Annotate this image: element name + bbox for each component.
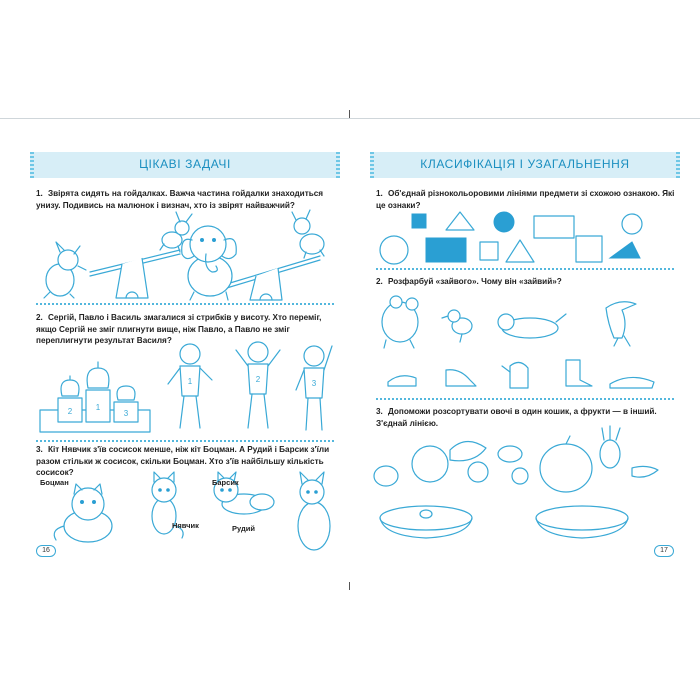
small-outline-triangle xyxy=(446,212,474,230)
shapes-illustration xyxy=(370,212,680,262)
left-page xyxy=(30,140,340,570)
boy-pavlo xyxy=(236,342,280,428)
task-text: Розфарбуй «зайвого». Чому він «зайвий»? xyxy=(388,277,562,286)
small-outline-square xyxy=(480,242,498,260)
task-text: Кіт Нявчик з'їв сосисок менше, ніж кіт Боцман. А Рудий і Барсик з'їли разом стільки ж сосисок, скільки Боцман. Хто з'їв найбільшу кількість сосисок? xyxy=(36,445,330,477)
left-task-1 xyxy=(36,188,336,211)
right-task-2 xyxy=(376,276,676,288)
seesaw-illustration xyxy=(30,210,340,300)
left-basket xyxy=(380,506,472,538)
left-header-bar xyxy=(30,152,340,178)
apple-figure xyxy=(468,462,488,482)
crocodile-figure xyxy=(606,302,636,346)
task-number: 3. xyxy=(36,445,43,454)
page-number-right: 17 xyxy=(654,545,674,557)
cat-label-botsman: Боцман xyxy=(40,478,69,487)
fruits-vegetables-illustration xyxy=(370,424,680,544)
bird-figure xyxy=(442,310,472,342)
task-text: Об'єднай різнокольоровими лініями предмети зі схожою ознакою. Які це ознаки? xyxy=(376,189,675,210)
task-number: 2. xyxy=(36,313,43,322)
cat-rudyi xyxy=(298,472,330,550)
task-number: 3. xyxy=(376,407,383,416)
left-header-title: ЦІКАВІ ЗАДАЧІ xyxy=(139,157,231,171)
cat-label-rudyi: Рудий xyxy=(232,524,255,533)
potato-figure xyxy=(498,446,522,462)
task-number: 1. xyxy=(376,189,383,198)
cat-label-barsyk: Барсик xyxy=(212,478,239,487)
right-task-1 xyxy=(376,188,676,211)
podium-illustration xyxy=(30,340,340,440)
task-number: 2. xyxy=(376,277,383,286)
filled-triangle xyxy=(610,242,640,258)
filled-circle xyxy=(494,212,514,232)
small-filled-square xyxy=(412,214,426,228)
right-seesaw xyxy=(220,256,320,300)
page-number-left: 16 xyxy=(36,545,56,557)
puppy-figure xyxy=(160,212,192,252)
gutter-mark-bottom xyxy=(349,582,350,590)
shirt-number-2: 2 xyxy=(255,375,261,384)
podium-number-1: 1 xyxy=(95,403,101,412)
large-outline-square xyxy=(576,236,602,262)
podium-number-2: 2 xyxy=(67,407,73,416)
podium-number-3: 3 xyxy=(123,409,129,418)
lettuce-figure xyxy=(412,446,448,482)
cats-illustration xyxy=(30,470,340,560)
rubber-boot-figure xyxy=(566,360,592,386)
elephant-figure xyxy=(182,226,237,300)
outline-rectangle xyxy=(534,216,574,238)
left-divider-2 xyxy=(36,440,334,442)
cat-label-niavchyk: Нявчик xyxy=(172,521,199,530)
right-header-title: КЛАСИФІКАЦІЯ І УЗАГАЛЬНЕННЯ xyxy=(420,157,630,171)
left-divider-1 xyxy=(36,303,334,305)
sneaker-figure xyxy=(446,370,476,386)
shirt-number-3: 3 xyxy=(311,379,317,388)
right-basket xyxy=(536,506,628,538)
bear-cub-figure xyxy=(44,242,86,298)
shirt-number-1: 1 xyxy=(187,377,193,386)
cat-botsman xyxy=(54,484,112,542)
mitten-figure xyxy=(502,362,528,388)
task-text: Звірята сидять на гойдалках. Важча частина гойдалки знаходиться унизу. Подивись на малюнок і визнач, хто із звірят найважчий? xyxy=(36,189,324,210)
produce-row xyxy=(374,426,658,492)
tomato-figure xyxy=(512,468,528,484)
carrot-figure xyxy=(632,466,658,477)
right-divider-1 xyxy=(376,268,674,270)
gutter-mark-top xyxy=(349,110,350,118)
lying-dog-figure xyxy=(498,314,566,338)
large-outline-circle xyxy=(380,236,408,264)
filled-rectangle xyxy=(426,238,466,262)
sandal-figure xyxy=(388,376,416,386)
task-text: Сергій, Павло і Василь змагалися зі стрибків у висоту. Хто переміг, якщо Сергій не зміг плигнути вище, ніж Павло, а Павло не зміг переплигнути результат Василя? xyxy=(36,313,322,345)
odd-one-out-illustration xyxy=(370,294,680,394)
trophy-podium xyxy=(40,362,150,432)
left-seesaw xyxy=(90,250,180,298)
right-divider-2 xyxy=(376,398,674,400)
flat-shoe-figure xyxy=(610,377,654,388)
dog-figure xyxy=(292,210,324,258)
small-outline-circle xyxy=(622,214,642,234)
boy-vasyl xyxy=(296,346,332,430)
cabbage-figure xyxy=(374,466,398,486)
boy-sergii xyxy=(168,344,212,428)
right-header-bar xyxy=(370,152,680,178)
large-outline-triangle xyxy=(506,240,534,262)
pumpkin-figure xyxy=(540,444,592,492)
task-number: 1. xyxy=(36,189,43,198)
task-text: Допоможи розсортувати овочі в один кошик, а фрукти — в інший. З'єднай лінією. xyxy=(376,407,657,428)
banana-figure xyxy=(450,441,486,460)
bear-figure xyxy=(382,296,418,348)
right-page xyxy=(370,140,680,570)
pineapple-figure xyxy=(600,440,620,468)
page-top-edge xyxy=(0,118,700,119)
